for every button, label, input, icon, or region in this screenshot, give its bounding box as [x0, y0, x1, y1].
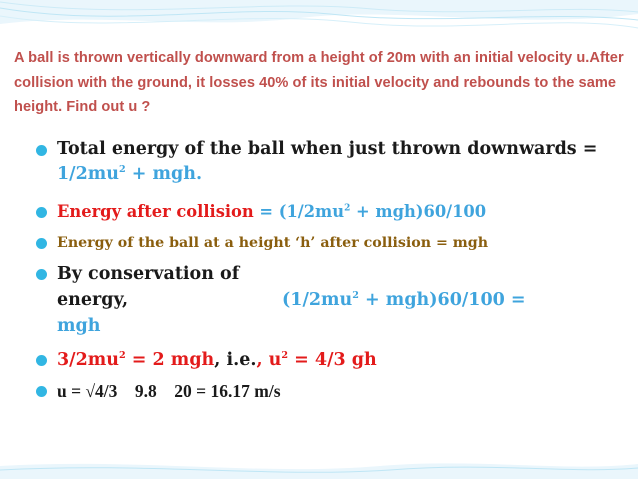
slide-title: A ball is thrown vertically downward from a height of 20m with an initial velocity u.After collision with the ground, it losses 40% of its initial velocity and rebounds to the same height. Find out u ? — [14, 50, 624, 115]
conservation-line1: By conservation of — [57, 264, 240, 284]
bottom-wave-decoration — [0, 458, 638, 479]
bullet-energy-after-collision: Energy after collision = $(1/2mu^2 + mgh)60/100$ — [34, 200, 614, 224]
energy-at-height-text: Energy of the ball at a height ‘h’ after collision = mgh — [57, 235, 489, 251]
bullet-final-answer — [34, 378, 614, 405]
top-wave-decoration — [0, 0, 638, 42]
bullet-dot-icon — [36, 386, 47, 397]
bullet-total-energy — [34, 137, 614, 187]
bullet-dot-icon — [36, 145, 47, 156]
bullet-list — [34, 137, 614, 405]
bullet-dot-icon — [36, 269, 47, 280]
result-equation-formula: $3/2mu^2 = 2$ mgh — [57, 349, 215, 370]
energy-after-collision-label: Energy after collision — [57, 202, 254, 221]
energy-after-collision-formula: $(1/2mu^2 + mgh)60/100$ — [278, 202, 487, 221]
bullet-result-equation: $3/2mu^2 = 2$ mgh, i.e., $u^2 = 4/3$ gh — [34, 347, 614, 373]
bullet-dot-icon — [36, 355, 47, 366]
conservation-line3: mgh — [57, 316, 101, 336]
total-energy-formula: $1/2mu^2$ + mgh. — [57, 163, 203, 184]
bullet-energy-at-height — [34, 232, 614, 254]
total-energy-label: Total energy of the ball when just thrown downwards = — [57, 139, 598, 159]
bullet-conservation — [34, 261, 614, 339]
bullet-dot-icon — [36, 238, 47, 249]
conservation-line2: energy, $(1/2mu^2 + mgh)60/100$ = — [57, 287, 614, 313]
conservation-formula: $(1/2mu^2 + mgh)60/100$ = — [282, 289, 526, 310]
bullet-dot-icon — [36, 207, 47, 218]
final-answer-text: u = √4/3 9.8 20 = 16.17 m/s — [57, 381, 281, 401]
